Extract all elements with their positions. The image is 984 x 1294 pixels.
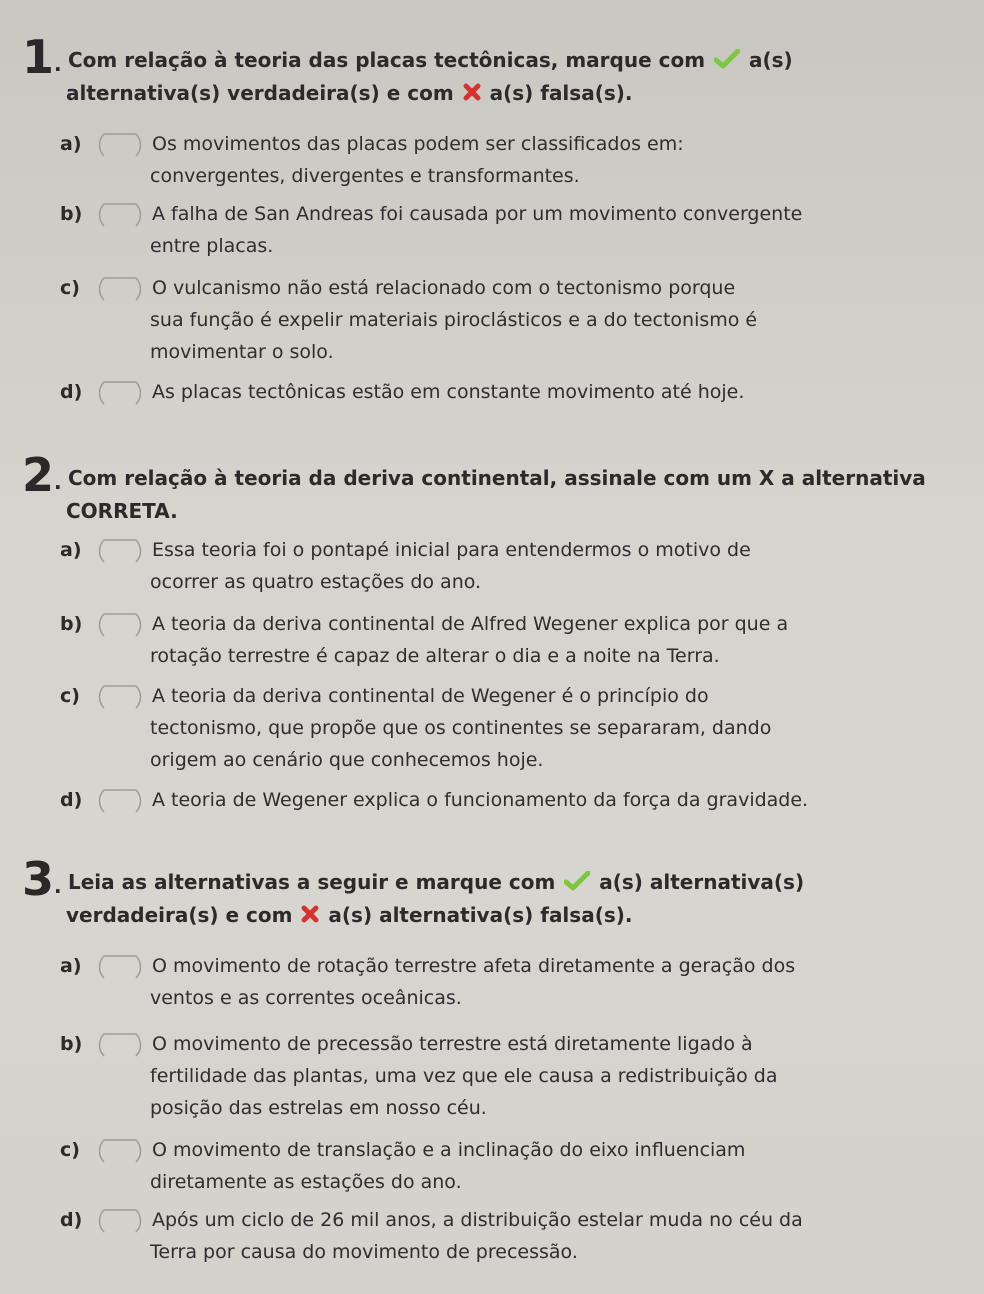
- alternative-text: As placas tectônicas estão em constante movimento até hoje.: [152, 381, 745, 403]
- alternative-letter: a): [60, 539, 82, 561]
- question-1-text-line2-part1: alternativa(s) verdadeira(s) e com: [66, 81, 454, 105]
- question-3-number: 3.: [22, 852, 62, 906]
- alternative-letter: c): [60, 277, 80, 299]
- alternative-letter: b): [60, 613, 83, 635]
- answer-box-icon[interactable]: [96, 536, 144, 566]
- alternative-text: A teoria da deriva continental de Wegener é o princípio do tectonismo, que propõe que os continentes se separaram, dando origem ao cenário que conhecemos hoje.: [150, 685, 772, 771]
- question-1-text-part2: a(s): [748, 48, 793, 72]
- alternative-letter: d): [60, 381, 83, 403]
- answer-box-icon[interactable]: [96, 610, 144, 640]
- alternative-letter: c): [60, 1139, 80, 1161]
- alternative-letter: b): [60, 1033, 83, 1055]
- alternative-letter: b): [60, 203, 83, 225]
- alternative-text: O movimento de translação e a inclinação do eixo influenciam diretamente as estações do ano.: [150, 1139, 746, 1193]
- question-1: [0, 30, 984, 403]
- alternative-text: Essa teoria foi o pontapé inicial para entendermos o motivo de ocorrer as quatro estações do ano.: [150, 539, 751, 593]
- alternative-text: A teoria da deriva continental de Alfred Wegener explica por que a rotação terrestre é capaz de alterar o dia e a noite na Terra.: [150, 613, 789, 667]
- question-2-statement: [0, 448, 984, 528]
- question-1-text-part1: Com relação à teoria das placas tectônicas, marque com: [68, 48, 706, 72]
- answer-box-icon[interactable]: [96, 1206, 144, 1236]
- question-1-statement: [0, 30, 984, 110]
- question-3-statement: [0, 852, 984, 932]
- answer-box-icon[interactable]: [96, 786, 144, 816]
- answer-box-icon[interactable]: [96, 274, 144, 304]
- question-2-number: 2.: [22, 448, 62, 502]
- question-3-text-part2: a(s) alternativa(s): [599, 870, 805, 894]
- cross-icon: [463, 83, 481, 101]
- alternative-letter: d): [60, 789, 83, 811]
- question-3-text-line2-part1: verdadeira(s) e com: [66, 903, 293, 927]
- alternative-letter: a): [60, 955, 82, 977]
- alternative-letter: a): [60, 133, 82, 155]
- question-2: [0, 448, 984, 811]
- question-3-text-line2-part2: a(s) alternativa(s) falsa(s).: [328, 903, 633, 927]
- question-2-text-part1: Com relação à teoria da deriva continental, assinale com um X a alternativa: [68, 466, 926, 490]
- alternative-text: Os movimentos das placas podem ser classificados em: convergentes, divergentes e transformantes.: [150, 133, 684, 187]
- question-2-text-line2: CORRETA.: [66, 499, 178, 523]
- alternative-text: Após um ciclo de 26 mil anos, a distribuição estelar muda no céu da Terra por causa do movimento de precessão.: [150, 1209, 803, 1263]
- question-1-text-line2-part2: a(s) falsa(s).: [489, 81, 633, 105]
- alternative-letter: d): [60, 1209, 83, 1231]
- answer-box-icon[interactable]: [96, 130, 144, 160]
- answer-box-icon[interactable]: [96, 682, 144, 712]
- question-1-number: 1.: [22, 30, 62, 84]
- alternative-text: A teoria de Wegener explica o funcionamento da força da gravidade.: [152, 789, 809, 811]
- alternative-text: O movimento de rotação terrestre afeta diretamente a geração dos ventos e as correntes oceânicas.: [150, 955, 796, 1009]
- check-icon: [564, 871, 590, 891]
- answer-box-icon[interactable]: [96, 1136, 144, 1166]
- answer-box-icon[interactable]: [96, 1030, 144, 1060]
- answer-box-icon[interactable]: [96, 378, 144, 408]
- answer-box-icon[interactable]: [96, 952, 144, 982]
- alternative-text: O movimento de precessão terrestre está diretamente ligado à fertilidade das plantas, uma vez que ele causa a redistribuição da posição das estrelas em nosso céu.: [150, 1033, 778, 1119]
- alternative-text: O vulcanismo não está relacionado com o tectonismo porque sua função é expelir materiais piroclásticos e a do tectonismo é movimentar o solo.: [150, 277, 758, 363]
- alternative-letter: c): [60, 685, 80, 707]
- question-3-text-part1: Leia as alternativas a seguir e marque com: [68, 870, 556, 894]
- alternative-text: A falha de San Andreas foi causada por um movimento convergente entre placas.: [150, 203, 803, 257]
- question-3: [0, 852, 984, 1263]
- check-icon: [714, 49, 740, 69]
- answer-box-icon[interactable]: [96, 200, 144, 230]
- cross-icon: [301, 905, 319, 923]
